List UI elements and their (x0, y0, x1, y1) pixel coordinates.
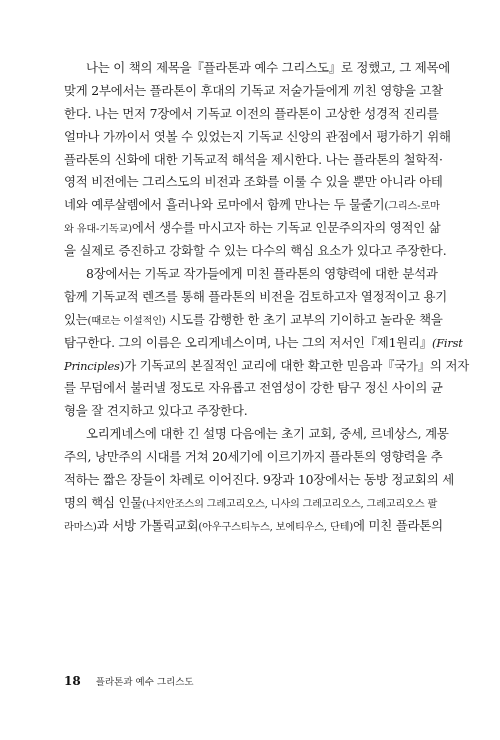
text-run: 주의, 낭만주의 시대를 거쳐 20세기에 이르기까지 플라톤의 영향력을 추 (64, 449, 443, 465)
parenthetical-note: (때로는 이설적인) (87, 315, 166, 327)
parenthetical-note: 라마스) (64, 521, 97, 533)
text-line (64, 171, 443, 194)
body-text (64, 57, 470, 538)
text-line (64, 80, 443, 103)
text-line (64, 377, 443, 400)
text-line (64, 126, 451, 149)
text-line (64, 332, 463, 355)
text-run: 플라톤의 신화에 대한 기독교적 해석을 제시한다. 나는 플라톤의 철학적· (64, 151, 443, 167)
text-run: 네와 예루살렘에서 흘러나와 로마에서 함께 만나는 두 물줄기 (64, 197, 385, 213)
parenthetical-note: (그리스-로마 (384, 201, 440, 213)
text-line (64, 149, 443, 172)
text-run: 을 실제로 증진하고 강화할 수 있는 다수의 핵심 요소가 있다고 주장한다. (64, 243, 447, 259)
text-line (64, 446, 443, 469)
text-run: 맞게 2부에서는 플라톤이 후대의 기독교 저술가들에게 끼친 영향을 고찰 (64, 82, 443, 98)
text-line (64, 400, 436, 423)
text-line (64, 286, 447, 309)
text-line (64, 57, 451, 80)
text-run: 있는 (64, 311, 88, 327)
text-run: 한다. 나는 먼저 7장에서 기독교 이전의 플라톤이 고상한 성경적 진리를 (64, 105, 439, 121)
text-run: 오리게네스에 대한 긴 설명 다음에는 초기 교회, 중세, 르네상스, 계몽 (86, 426, 449, 442)
text-run: 탐구한다. 그의 이름은 오리게네스이며, 나는 그의 저서인『제1원리』 (64, 334, 432, 350)
text-line (64, 309, 443, 332)
text-line (64, 469, 454, 492)
parenthetical-note: (아우구스티누스, 보에티우스, 단테) (198, 521, 354, 533)
text-run: 함께 기독교적 렌즈를 통해 플라톤의 비전을 검토하고자 열정적이고 용기 (64, 288, 447, 304)
text-run: 영적 비전에는 그리스도의 비전과 조화를 이룰 수 있을 뿐만 아니라 아테 (64, 174, 443, 190)
paragraph (64, 423, 454, 537)
paragraph (64, 57, 451, 263)
text-line (64, 355, 470, 378)
text-line (64, 217, 441, 240)
page-number: 18 (64, 674, 81, 688)
text-line (64, 423, 449, 446)
page-footer (64, 673, 194, 687)
text-run: 적하는 짧은 장들이 차례로 이어진다. 9장과 10장에서는 동방 정교회의 세 (64, 472, 454, 488)
text-run: 명의 핵심 인물 (64, 494, 143, 510)
text-line (64, 240, 447, 263)
text-line (64, 103, 439, 126)
text-run: 나는 이 책의 제목을『플라톤과 예수 그리스도』로 정했고, 그 제목에 (86, 60, 451, 75)
text-line (64, 194, 440, 217)
text-run: 에 미친 플라톤의 (353, 517, 443, 533)
text-run: 8장에서는 기독교 작가들에게 미친 플라톤의 영향력에 대한 분석과 (86, 266, 438, 282)
text-run: 형을 잘 견지하고 있다고 주장한다. (64, 403, 248, 419)
text-run: 과 서방 가톨릭교회 (96, 517, 199, 533)
text-run: 에서 생수를 마시고자 하는 기독교 인문주의자의 영적인 삶 (131, 220, 441, 236)
text-line (64, 263, 436, 286)
text-run: )가 기독교의 본질적인 교리에 대한 확고한 믿음과『국가』의 저자 (119, 357, 470, 373)
italic-title: Principles (64, 358, 120, 373)
text-run: 시도를 감행한 한 초기 교부의 기이하고 놀라운 책을 (165, 311, 443, 327)
parenthetical-note: (나지안조스의 그레고리오스, 니사의 그레고리오스, 그레고리오스 팔 (142, 498, 438, 510)
italic-title: (First (431, 335, 463, 350)
text-run: 얼마나 가까이서 엿볼 수 있었는지 기독교 신앙의 관점에서 평가하기 위해 (64, 128, 451, 144)
text-run: 를 무덤에서 불러낼 정도로 자유롭고 전염성이 강한 탐구 정신 사이의 균 (64, 380, 443, 396)
text-line (64, 492, 436, 515)
running-title: 플라톤과 예수 그리스도 (95, 677, 194, 688)
parenthetical-note: 와 유대-기독교) (64, 224, 132, 236)
text-line (64, 515, 443, 538)
paragraph (64, 263, 470, 423)
